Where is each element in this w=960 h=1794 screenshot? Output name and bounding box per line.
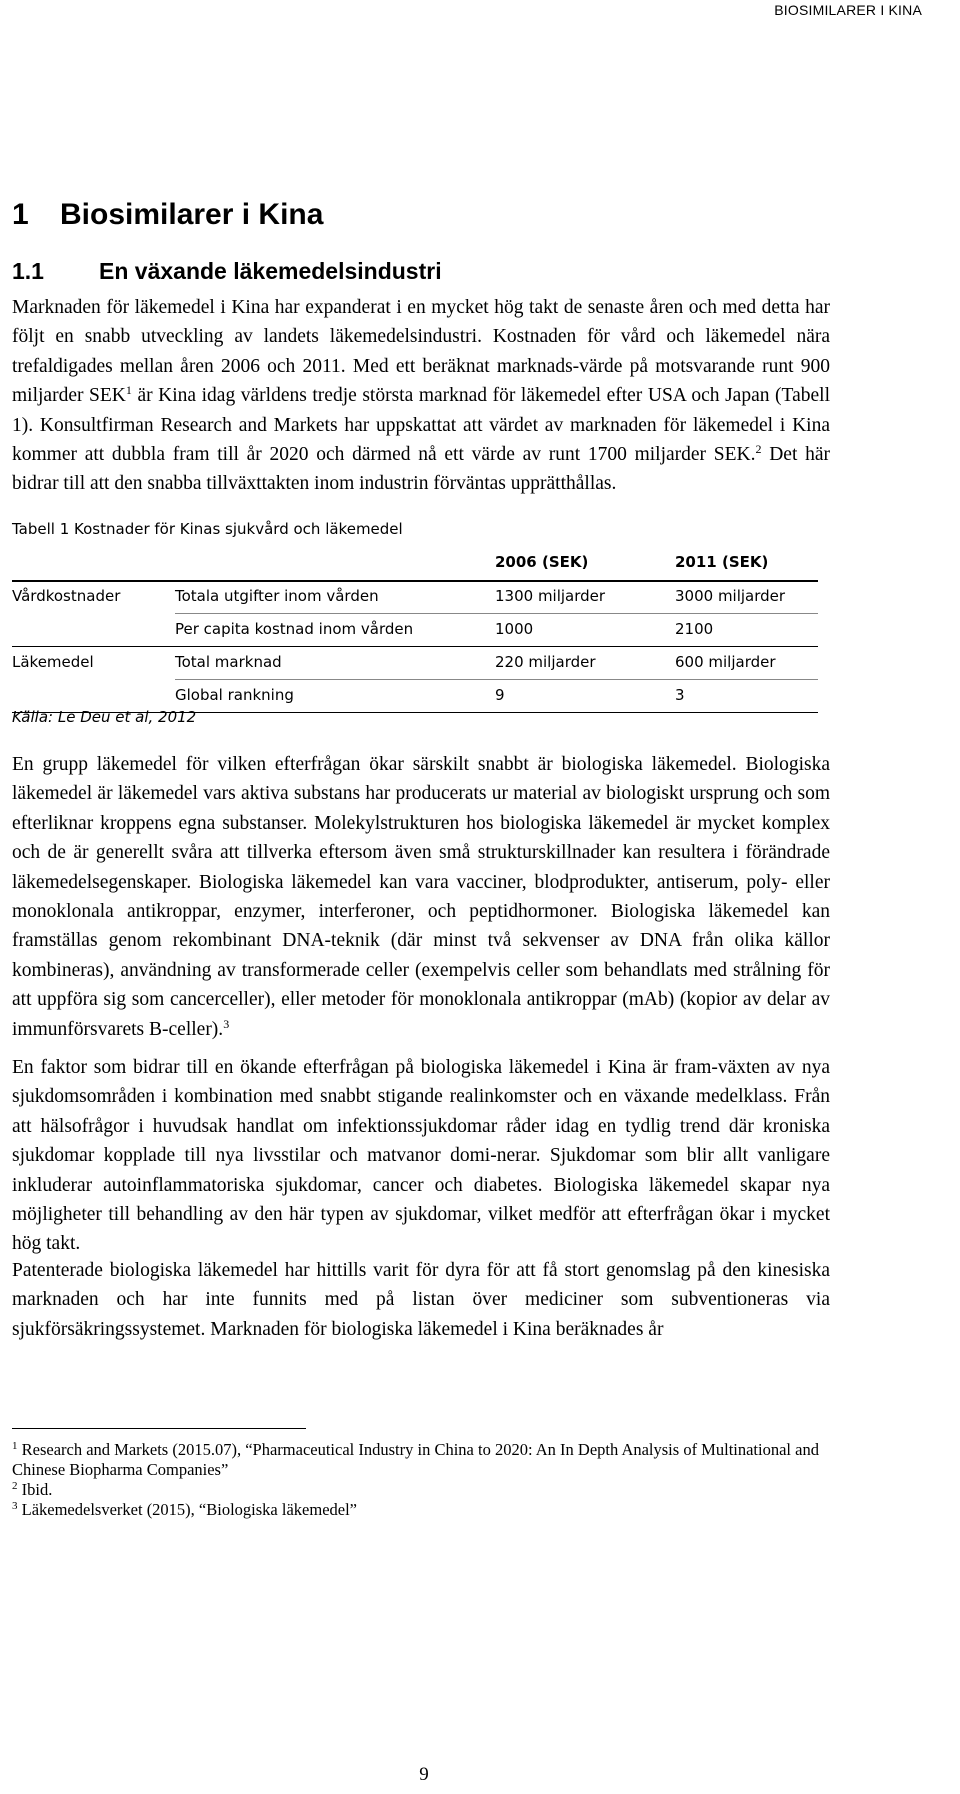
row-item: Per capita kostnad inom vården — [175, 620, 414, 638]
row-value-2011: 3 — [675, 686, 685, 704]
table-source: Källa: Le Deu et al, 2012 — [12, 708, 197, 726]
row-item: Totala utgifter inom vården — [175, 587, 379, 605]
table-caption: Tabell 1 Kostnader för Kinas sjukvård och läkemedel — [12, 520, 403, 538]
section-number: 1.1 — [12, 258, 44, 284]
table-row — [12, 646, 818, 679]
row-value-2011: 2100 — [675, 620, 714, 638]
cost-table — [12, 545, 818, 712]
table-row — [12, 613, 818, 646]
chapter-number: 1 — [12, 198, 29, 231]
header-2011: 2011 (SEK) — [675, 553, 769, 571]
section-title: En växande läkemedelsindustri — [99, 258, 442, 284]
row-value-2006: 220 miljarder — [495, 653, 596, 671]
page-number: 9 — [419, 1764, 429, 1785]
paragraph-text: Marknaden för läkemedel i Kina har expanderat i en mycket hög takt de senaste åren och med detta har följt en snabb utveckling av landets läkemedelsindustri. Kostnaden för vård och läkemedel nära trefaldigades mellan åren 2006 och 2011. Med ett beräknat marknads-värde på motsvarande runt 900 miljarder SEK — [12, 297, 830, 407]
paragraph-demand: En faktor som bidrar till en ökande efterfrågan på biologiska läkemedel i Kina är fram-växten av nya sjukdomsområden i kombination med snabbt stigande realinkomster och en växande medelklass. Från att hälsofrågor i huvudsak handlat om infektionssjukdomar råder idag en tydlig trend där kroniska sjukdomar kopplade till nya livsstilar och matvanor domi-nerar. Sjukdomar som blir allt vanligare inkluderar autoinflammatoriska sjukdomar, cancer och diabetes. Biologiska läkemedel skapar nya möjligheter till behandling av den här typen av sjukdomar, vilket medför att efterfrågan ökar i mycket hög takt. — [12, 1057, 830, 1255]
footnote-ref-1[interactable]: 1 — [125, 383, 132, 398]
paragraph-biologics — [12, 750, 830, 1044]
row-value-2006: 1000 — [495, 620, 534, 638]
paragraph-market-growth — [12, 293, 830, 499]
paragraph-text: är Kina idag världens tredje största marknad för läkemedel efter USA och Japan (Tabell 1). Konsultfirman Research and Markets har uppskattat att värdet av marknaden för läkemedel i Kina kommer att dubbla fram till år 2020 och därmed nå ett värde av runt 1700 miljarder SEK. — [12, 385, 830, 466]
footnote-text: Research and Markets (2015.07), “Pharmaceutical Industry in China to 2020: An In Depth Analysis of Multinational and Chinese Biopharma Companies” — [12, 1440, 819, 1479]
row-group: Läkemedel — [12, 653, 94, 671]
footnote — [12, 1440, 830, 1480]
footnote — [12, 1500, 830, 1520]
row-value-2011: 3000 miljarder — [675, 587, 786, 605]
chapter-heading — [12, 198, 323, 232]
row-item: Total marknad — [175, 653, 282, 671]
footnote-text: Ibid. — [17, 1480, 53, 1499]
paragraph-text: Det här bidrar till att den snabba tillväxttakten inom industrin förväntas upprätthållas. — [12, 444, 830, 495]
paragraph-text: En grupp läkemedel för vilken efterfrågan ökar särskilt snabbt är biologiska läkemedel. Biologiska läkemedel är läkemedel vars aktiva substans har producerats ur material av biologiskt ursprung och som efterliknar kroppens egna substanser. Molekylstrukturen hos biologiska läkemedel är mycket komplex och de är generellt svåra att tillverka eftersom även små strukturskillnader kan resultera i förändrade läkemedelsegenskaper. Biologiska läkemedel kan vara vacciner, blodprodukter, antiserum, poly- eller monoklonala antikroppar, enzymer, interferoner, och peptidhormoner. Biologiska läkemedel kan framställas genom rekombinant DNA-teknik (där minst två sekvenser av DNA från olika källor kombineras), användning av transformerade celler (exempelvis celler som behandlats med strålning för att uppföra sig som cancerceller), eller metoder för monoklonala antikroppar (mAb) (kopior av delar av immunförsvarets B-celler). — [12, 754, 830, 1040]
running-header: BIOSIMILARER I KINA — [774, 2, 922, 18]
footnote-separator — [12, 1428, 306, 1429]
section-heading — [12, 258, 442, 285]
row-item: Global rankning — [175, 686, 294, 704]
footnote-ref-3[interactable]: 3 — [223, 1016, 230, 1031]
header-2006: 2006 (SEK) — [495, 553, 589, 571]
table-row — [12, 580, 818, 613]
footnote-number: 1 — [12, 1440, 18, 1452]
row-value-2006: 9 — [495, 686, 505, 704]
chapter-title: Biosimilarer i Kina — [60, 198, 324, 231]
footnote-number: 3 — [12, 1500, 18, 1512]
row-value-2011: 600 miljarder — [675, 653, 776, 671]
row-group: Vårdkostnader — [12, 587, 121, 605]
footnotes — [12, 1440, 830, 1520]
paragraph-patented: Patenterade biologiska läkemedel har hittills varit för dyra för att få stort genomslag på den kinesiska marknaden och har inte funnits med på listan över mediciner som subventioneras via sjukförsäkringssystemet. Marknaden för biologiska läkemedel i Kina beräknades år — [12, 1260, 830, 1340]
footnote — [12, 1480, 830, 1500]
footnote-text: Läkemedelsverket (2015), “Biologiska läkemedel” — [17, 1500, 357, 1519]
table-header-row — [12, 545, 818, 580]
footnote-number: 2 — [12, 1480, 18, 1492]
footnote-ref-2[interactable]: 2 — [755, 442, 762, 457]
row-value-2006: 1300 miljarder — [495, 587, 606, 605]
